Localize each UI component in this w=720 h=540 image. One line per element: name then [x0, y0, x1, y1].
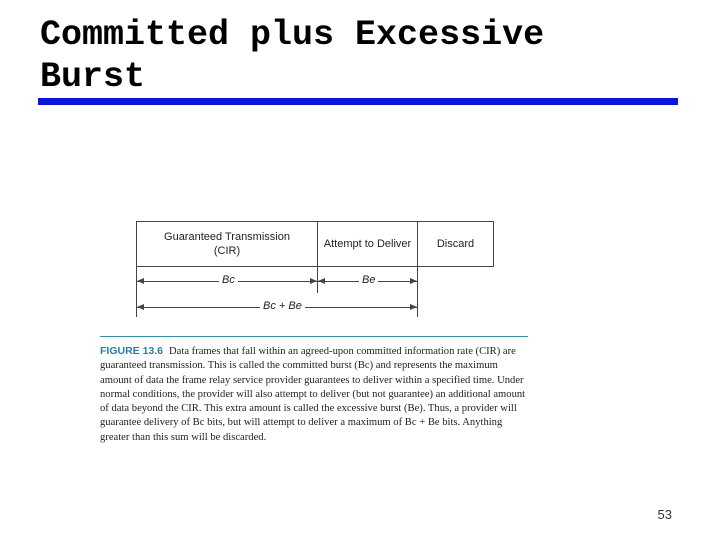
- attempt-to-deliver-label: Attempt to Deliver: [323, 238, 412, 250]
- figure-label: FIGURE 13.6: [100, 345, 164, 357]
- bc-right-arrow-icon: [310, 278, 317, 284]
- bc-label: Bc: [219, 274, 238, 286]
- be-right-arrow-icon: [410, 278, 417, 284]
- be-label: Be: [359, 274, 378, 286]
- page-number: 53: [657, 507, 672, 522]
- slide-title-line-2: Burst: [40, 57, 146, 97]
- title-underline-bar: [38, 98, 678, 105]
- bc-plus-be-right-arrow-icon: [410, 304, 417, 310]
- caption-divider: [100, 336, 528, 337]
- bc-left-arrow-icon: [137, 278, 144, 284]
- figure-caption: [100, 344, 530, 445]
- discard-box: [417, 221, 494, 267]
- be-left-arrow-icon: [318, 278, 325, 284]
- burst-diagram: [120, 215, 540, 335]
- figure-caption-text: Data frames that fall within an agreed-upon committed information rate (CIR) are guaranteed transmission. This is called the committed burst (Bc) and represents the maximum amount of data the frame relay service provider guarantees to deliver within a specified time. Under normal conditions, the provider will also attempt to deliver (but not guarantee) an additional amount of data beyond the CIR. This extra amount is called the excessive burst (Be). Thus, a provider will guarantee delivery of Bc bits, but will attempt to deliver a maximum of Bc + Be bits. Anything greater than this sum will be discarded.: [100, 346, 526, 443]
- bc-plus-be-left-arrow-icon: [137, 304, 144, 310]
- attempt-to-deliver-box: [317, 221, 418, 267]
- discard-label: Discard: [436, 238, 475, 250]
- bc-plus-be-label: Bc + Be: [260, 300, 305, 312]
- guaranteed-transmission-box: [136, 221, 318, 267]
- right-extension-line: [417, 267, 418, 317]
- slide-title: [40, 14, 660, 98]
- slide-title-line-1: Committed plus Excessive: [40, 15, 545, 55]
- cir-label: (CIR): [213, 245, 241, 257]
- guaranteed-transmission-label: Guaranteed Transmission: [164, 231, 290, 243]
